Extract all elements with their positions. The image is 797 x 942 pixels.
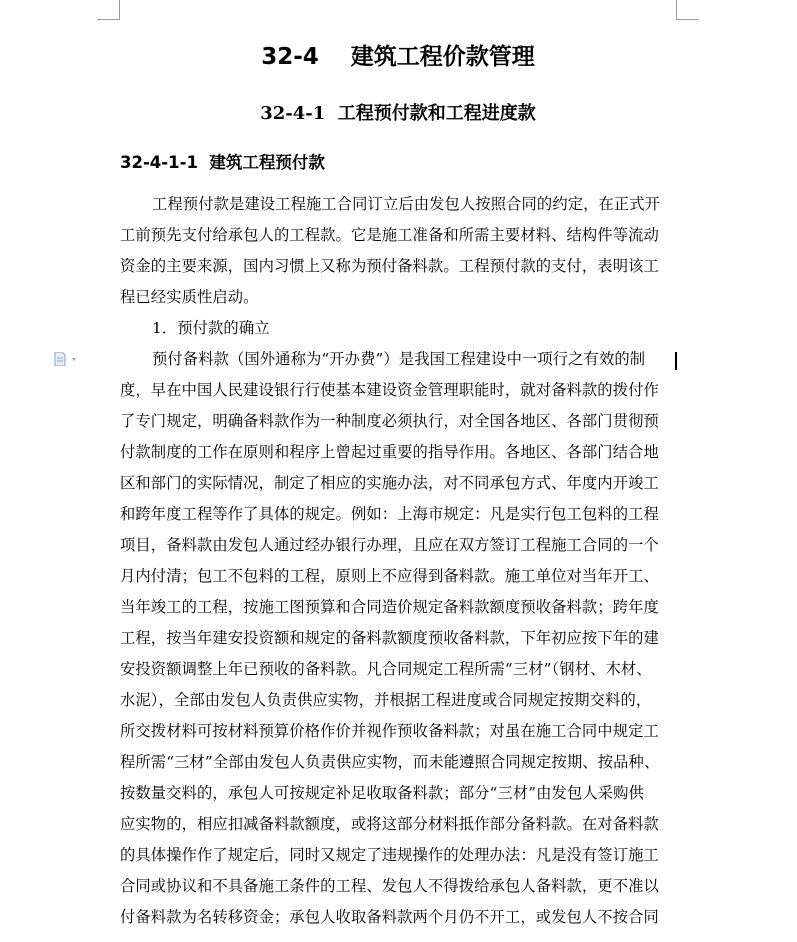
paragraph-line: 程已经实质性启动。 (120, 288, 259, 306)
paragraph-line: 度，早在中国人民建设银行行使基本建设资金管理职能时，就对备料款的拨付作 (120, 381, 659, 399)
paragraph-line: 的具体操作作了规定后，同时又规定了违规操作的处理办法：凡是没有签订施工 (120, 846, 659, 864)
paragraph-line: 工程，按当年建安投资额和规定的备料款额度预收备料款，下年初应按下年的建 (120, 629, 659, 647)
paragraph-line: 了专门规定，明确备料款作为一种制度必须执行，对全国各地区、各部门贯彻预 (120, 412, 659, 430)
paragraph-line: 付款制度的工作在原则和程序上曾起过重要的指导作用。各地区、各部门结合地 (120, 443, 659, 461)
paragraph-line: 区和部门的实际情况，制定了相应的实施办法，对不同承包方式、年度内开竣工 (120, 474, 659, 492)
paragraph-line: 按数量交料的，承包人可按规定补足收取备料款；部分“三材”由发包人采购供 (120, 784, 644, 802)
list-heading: 1．预付款的确立 (152, 319, 270, 337)
paragraph-line: 项目，备料款由发包人通过经办银行办理，且应在双方签订工程施工合同的一个 (120, 536, 659, 554)
section-title: 32-4-1 工程预付款和工程进度款 (260, 103, 536, 124)
paragraph-line: 安投资额调整上年已预收的备料款。凡合同规定工程所需“三材”（钢材、木材、 (120, 660, 652, 678)
page-corner-mark-top-left (97, 0, 120, 20)
paragraph-line: 所交拨材料可按材料预算价格作价并视作预收备料款；对虽在施工合同中规定工 (120, 722, 659, 740)
paragraph-line: 资金的主要来源，国内习惯上又称为预付备料款。工程预付款的支付，表明该工 (120, 257, 659, 275)
paragraph-line: 工程预付款是建设工程施工合同订立后由发包人按照合同的约定，在正式开 (152, 195, 661, 213)
subsection-title: 32-4-1-1 建筑工程预付款 (120, 153, 325, 172)
paragraph-line: 工前预先支付给承包人的工程款。它是施工准备和所需主要材料、结构件等流动 (120, 226, 659, 244)
paragraph-line: 预付备料款（国外通称为“开办费”）是我国工程建设中一项行之有效的制 (152, 350, 646, 368)
paragraph-line: 月内付清；包工不包料的工程，原则上不应得到备料款。施工单位对当年开工、 (120, 567, 659, 585)
text-cursor (675, 352, 677, 370)
paragraph-line: 当年竣工的工程，按施工图预算和合同造价规定备料款额度预收备料款；跨年度 (120, 598, 659, 616)
paragraph-line: 付备料款为名转移资金；承包人收取备料款两个月仍不开工，或发包人不按合同 (120, 908, 659, 926)
paragraph-options-icon[interactable] (54, 352, 80, 366)
page-corner-mark-top-right (676, 0, 699, 20)
paragraph-line: 合同或协议和不具备施工条件的工程、发包人不得拨给承包人备料款，更不准以 (120, 877, 659, 895)
chapter-title: 32-4 建筑工程价款管理 (261, 44, 535, 70)
paragraph-line: 和跨年度工程等作了具体的规定。例如：上海市规定：凡是实行包工包料的工程 (120, 505, 659, 523)
paragraph-line: 水泥），全部由发包人负责供应实物，并根据工程进度或合同规定按期交料的， (120, 691, 652, 709)
paragraph-line: 应实物的，相应扣减备料款额度，或将这部分材料抵作部分备料款。在对备料款 (120, 815, 659, 833)
paragraph-line: 程所需“三材”全部由发包人负责供应实物，而未能遵照合同规定按期、按品种、 (120, 753, 660, 771)
